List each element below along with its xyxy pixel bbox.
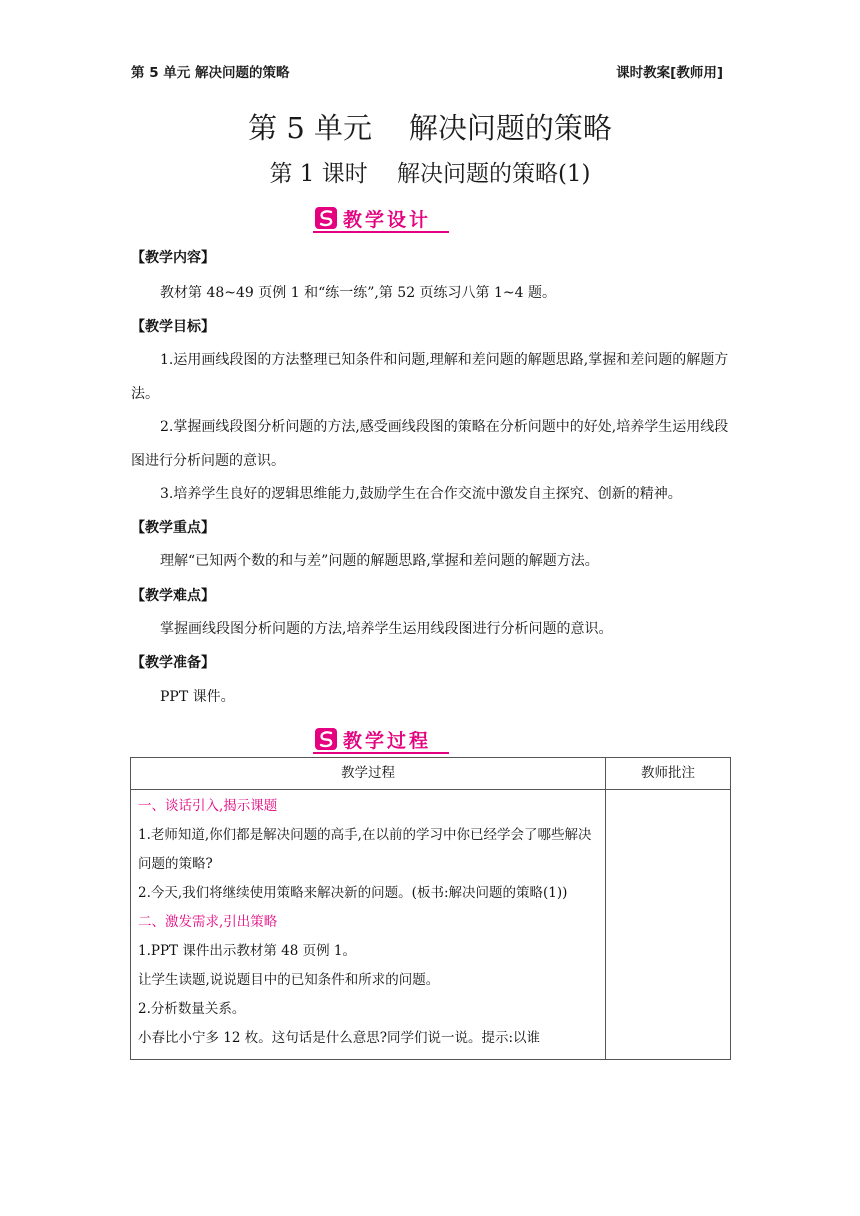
stage-1-item-1: 1.老师知道,你们都是解决问题的高手,在以前的学习中你已经学会了哪些解决问题的策略?: [138, 827, 592, 872]
section-heading-content: 【教学内容】: [131, 250, 215, 266]
teacher-notes-cell: [606, 790, 731, 1060]
teaching-design-banner: [313, 204, 449, 234]
banner-underline: [313, 231, 449, 233]
goal-3: 3.培养学生良好的逻辑思维能力,鼓励学生在合作交流中激发自主探究、创新的精神。: [160, 486, 682, 502]
stage-2-item-3: 2.分析数量关系。: [138, 1001, 246, 1017]
teaching-process-label: 教学过程: [343, 730, 432, 752]
banner-underline: [313, 752, 449, 754]
process-cell: [131, 790, 606, 1060]
table-row: [131, 790, 731, 1060]
s-swirl-logo-icon: [315, 728, 337, 750]
content-text: 教材第 48~49 页例 1 和“练一练”,第 52 页练习八第 1~4 题。: [160, 285, 556, 301]
stage-heading-2: 二、激发需求,引出策略: [138, 914, 278, 930]
s-swirl-logo-icon: [315, 207, 337, 229]
stage-heading-1: 一、谈话引入,揭示课题: [138, 798, 278, 814]
section-heading-difficulty: 【教学难点】: [131, 588, 215, 604]
stage-2-item-4: 小春比小宁多 12 枚。这句话是什么意思?同学们说一说。提示:以谁: [138, 1030, 541, 1046]
goal-1: 1.运用画线段图的方法整理已知条件和问题,理解和差问题的解题思路,掌握和差问题的解题方法。: [131, 352, 729, 402]
teaching-process-banner: [313, 725, 449, 755]
section-heading-goals: 【教学目标】: [131, 319, 215, 335]
process-table: [130, 757, 731, 1060]
section-heading-key: 【教学重点】: [131, 520, 215, 536]
stage-2-item-2: 让学生读题,说说题目中的已知条件和所求的问题。: [138, 972, 440, 988]
page-title: 第 5 单元 解决问题的策略: [248, 111, 612, 145]
teaching-design-label: 教学设计: [343, 209, 432, 231]
section-heading-prep: 【教学准备】: [131, 655, 215, 671]
key-text: 理解“已知两个数的和与差”问题的解题思路,掌握和差问题的解题方法。: [160, 553, 599, 569]
table-header-row: [131, 758, 731, 790]
header-process: 教学过程: [131, 758, 606, 790]
header-teacher-notes: 教师批注: [606, 758, 731, 790]
running-header-unit: 第 5 单元 解决问题的策略: [131, 65, 290, 81]
stage-1-item-2: 2.今天,我们将继续使用策略来解决新的问题。(板书:解决问题的策略(1)): [138, 885, 568, 901]
goal-2: 2.掌握画线段图分析问题的方法,感受画线段图的策略在分析问题中的好处,培养学生运用线段图进行分析问题的意识。: [131, 419, 729, 469]
stage-2-item-1: 1.PPT 课件出示教材第 48 页例 1。: [138, 943, 356, 959]
difficulty-text: 掌握画线段图分析问题的方法,培养学生运用线段图进行分析问题的意识。: [160, 621, 613, 637]
page-subtitle: 第 1 课时 解决问题的策略(1): [269, 161, 591, 187]
running-header-type: 课时教案[教师用]: [616, 65, 723, 81]
prep-text: PPT 课件。: [160, 689, 235, 705]
